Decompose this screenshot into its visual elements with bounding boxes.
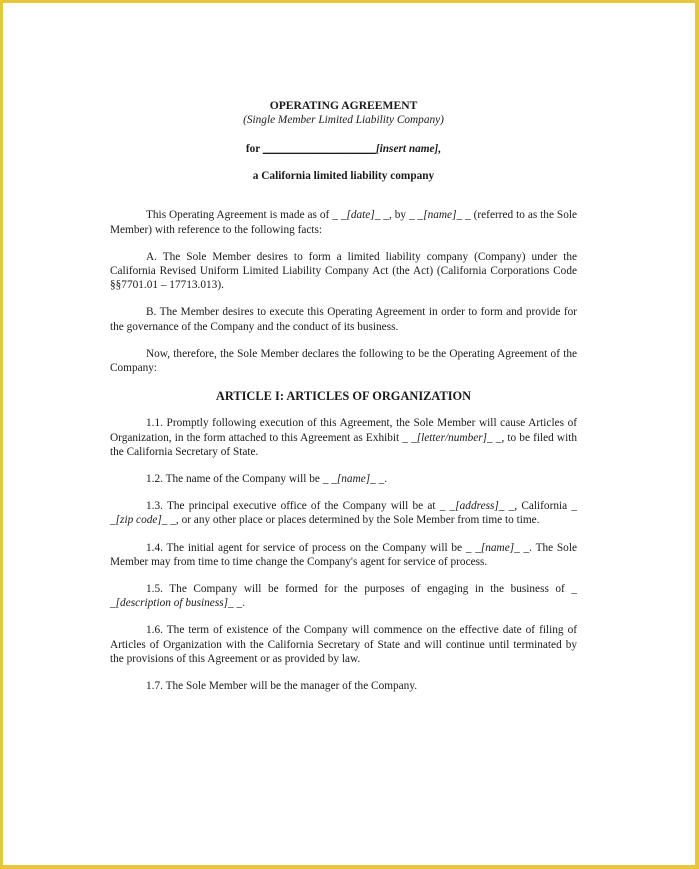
zip-placeholder: [zip code]: [115, 514, 162, 527]
intro-text-a: This Operating Agreement is made as of _ _: [146, 209, 347, 222]
article-heading: ARTICLE I: ARTICLES OF ORGANIZATION: [215, 389, 472, 404]
section-1-3-text-a: 1.3. The principal executive office of the Company will be at _ _: [146, 500, 456, 513]
intro-paragraph: [110, 208, 577, 236]
section-1-1-text-a: 1.1. Promptly following execution of this Agreement, the Sole Member will cause Articles of Organization, in the form attached to this Agreement as Exhibit _ _: [110, 417, 577, 444]
section-1-1-text-b: _ _, to be filed with the California Secretary of State.: [110, 431, 577, 458]
section-1-3: [110, 499, 577, 527]
for-line: [110, 142, 577, 156]
business-placeholder: [description of business]: [115, 597, 229, 610]
section-1-6: 1.6. The term of existence of the Company will commence on the effective date of filing of Articles of Organization with the California Secretary of State and will continue until terminated by the provisions of this Agreement or as provided by law.: [110, 624, 577, 665]
section-1-4: [110, 541, 577, 569]
company-name-placeholder: [name]: [336, 473, 371, 486]
recital-b: B. The Member desires to execute this Operating Agreement in order to form and provide for the governance of the Company and the conduct of its business.: [110, 306, 577, 333]
section-1-3-text-c: _ _, or any other place or places determined by the Sole Member from time to time.: [161, 514, 540, 527]
name-placeholder: [name]: [423, 209, 457, 222]
agent-name-placeholder: [name]: [480, 541, 515, 554]
exhibit-placeholder: [letter/number]: [416, 431, 488, 444]
recital-a: A. The Sole Member desires to form a limited liability company (Company) under the California Revised Uniform Limited Liability Company Act (the Act) (California Corporations Code §§7701.01 – 17713.013).: [110, 250, 577, 292]
for-label: for: [245, 143, 261, 155]
intro-text-c: _ _ (referred to as the Sole Member) with reference to the following facts:: [110, 209, 577, 236]
date-placeholder: [date]: [346, 209, 375, 222]
document-page: [3, 3, 695, 865]
section-1-5-text-a: 1.5. The Company will be formed for the purposes of engaging in the business of _ _: [110, 583, 577, 610]
section-1-4-text-a: 1.4. The initial agent for service of process on the Company will be _ _: [146, 541, 481, 554]
section-1-2-text-a: 1.2. The name of the Company will be _ _: [146, 473, 337, 486]
name-hint: [insert name],: [375, 143, 442, 155]
section-1-5: [110, 582, 577, 610]
section-1-2: [110, 472, 577, 486]
section-1-1: [110, 416, 577, 459]
section-1-5-text-b: _ _.: [228, 597, 245, 610]
document-body: [110, 99, 577, 693]
section-1-7: 1.7. The Sole Member will be the manager of the Company.: [146, 680, 418, 693]
declaration-paragraph: Now, therefore, the Sole Member declares the following to be the Operating Agreement of the Company:: [110, 347, 577, 375]
section-1-4-text-b: _ _. The Sole Member may from time to time change the Company's agent for service of process.: [110, 541, 577, 568]
name-blank: ____________________: [262, 143, 376, 155]
document-title: OPERATING AGREEMENT: [269, 99, 418, 112]
section-1-3-text-b: _ _, California _ _: [110, 500, 578, 527]
address-placeholder: [address]: [455, 500, 499, 513]
section-1-2-text-b: _ _.: [370, 473, 388, 486]
company-type-line: a California limited liability company: [252, 170, 435, 183]
intro-text-b: _ _, by _ _: [374, 209, 424, 222]
document-subtitle: (Single Member Limited Liability Company): [243, 114, 444, 126]
